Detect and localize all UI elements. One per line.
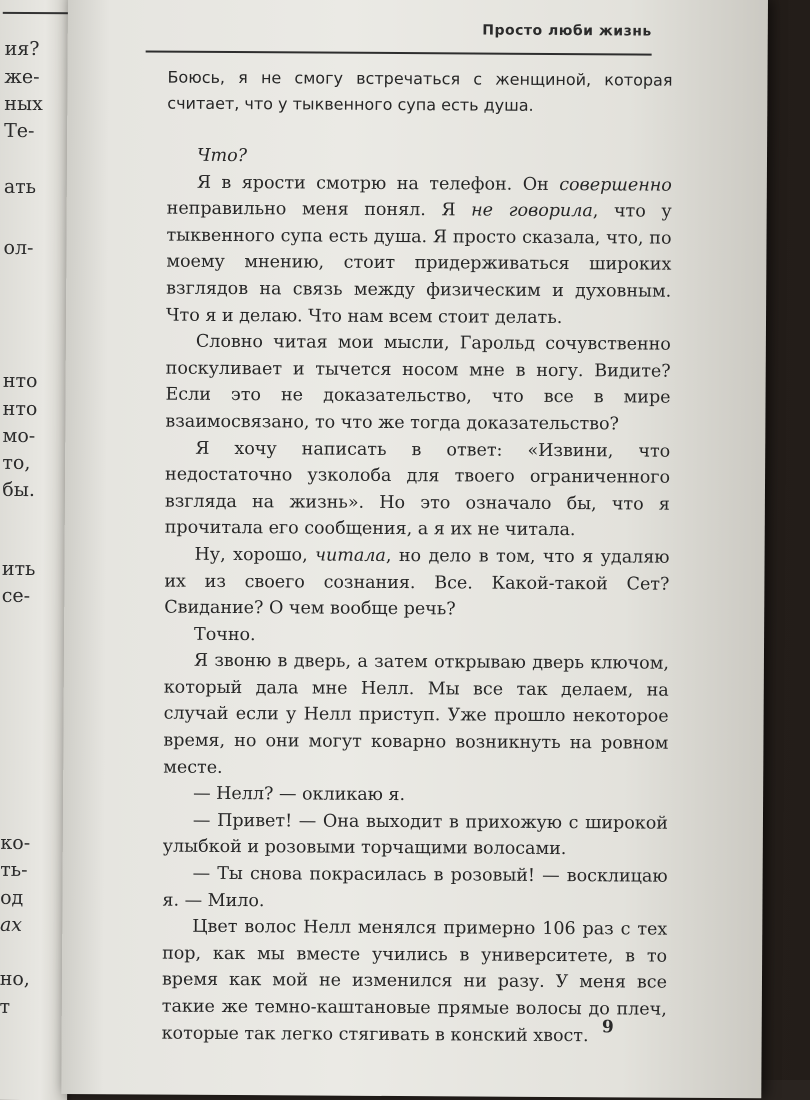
paragraph	[164, 542, 669, 625]
left-fragment: но,	[0, 967, 30, 991]
paragraph	[166, 169, 672, 332]
paragraph-text: , что у тыквенного супа есть душа. Я просто сказала, что, по моему мнению, стоит придерживаться широких взглядов на связь между физическим и духовным. Что я и делаю. Что нам всем стоит делать.	[165, 201, 672, 328]
paragraph: Я хочу написать в ответ: «Извини, что недостаточно узколоба для твоего ограниченного взгляда на жизнь». Но это означало бы, что я прочитала его сообщения, а я их не читала.	[164, 438, 671, 541]
paragraph: — Привет! — Она выходит в прихожую с широкой улыбкой и розовыми торчащими волосами.	[162, 810, 669, 860]
emphasis: не говорила	[471, 200, 593, 222]
paragraph: Я звоню в дверь, а затем открываю дверь ключом, который дала мне Нелл. Мы все так делаем, на случай если у Нелл приступ. Уже прошло некоторое время, но они могут коварно возникнуть на ровном месте.	[163, 651, 669, 778]
paragraph: — Нелл? — окликаю я.	[193, 784, 406, 806]
paragraph: Точно.	[194, 624, 256, 645]
left-fragment: ть-	[0, 858, 28, 882]
left-page-rule	[3, 12, 73, 14]
paragraph: — Ты снова покрасилась в розовый! — восклицаю я. — Мило.	[162, 863, 668, 911]
header-rule	[146, 50, 652, 55]
paragraph: Словно читая мои мысли, Гарольд сочувственно поскуливает и тычется носом мне в ногу. Видите? Если это не доказательство, что все в мире взаимосвязано, то что же тогда доказательство?	[165, 331, 671, 435]
book-page	[61, 0, 768, 1098]
left-fragment: же-	[4, 65, 40, 89]
running-title: Просто люби жизнь	[482, 22, 652, 40]
left-fragment: ить	[1, 557, 36, 581]
paragraph: Что?	[196, 145, 248, 167]
left-fragment: ол-	[3, 236, 34, 260]
left-fragment: бы.	[2, 478, 35, 502]
left-fragment: то,	[2, 451, 31, 475]
left-fragment: ия?	[4, 37, 40, 61]
left-fragment: ах	[0, 913, 23, 936]
emphasis: читала	[315, 545, 386, 566]
paragraph-text: неправильно меня понял. Я	[166, 198, 472, 221]
paragraph-text: Ну, хорошо,	[194, 544, 316, 566]
paragraph: Боюсь, я не смогу встречаться с женщиной, которая считает, что у тыквенного супа есть душа.	[167, 67, 673, 115]
emphasis: совершенно	[559, 174, 672, 196]
left-fragment: од	[0, 886, 24, 909]
left-fragment: се-	[1, 584, 31, 608]
left-fragment: мо-	[2, 424, 36, 448]
left-fragment: ных	[4, 92, 43, 116]
left-fragment: нто	[2, 397, 38, 421]
left-fragment: т	[0, 995, 11, 1018]
page-number: 9	[601, 1017, 614, 1038]
paragraph-text: , но дело в том, что я удаляю их из своего сознания. Все. Какой-такой Сет? Свидание? О чем вообще речь?	[164, 545, 670, 620]
left-fragment: нто	[2, 369, 38, 393]
page-body	[162, 65, 673, 1050]
left-fragment: ать	[3, 175, 37, 199]
left-fragment: ко-	[0, 831, 31, 855]
paragraph: Цвет волос Нелл менялся примерно 106 раз с тех пор, как мы вместе учились в университете, в то время как мой не изменился ни разу. У меня все такие же темно-каштановые прямые волосы до плеч, которые так легко стягивать в конский хвост.	[161, 916, 668, 1046]
paragraph-text: Я в ярости смотрю на телефон. Он	[196, 172, 560, 195]
left-fragment: Те-	[4, 119, 35, 143]
